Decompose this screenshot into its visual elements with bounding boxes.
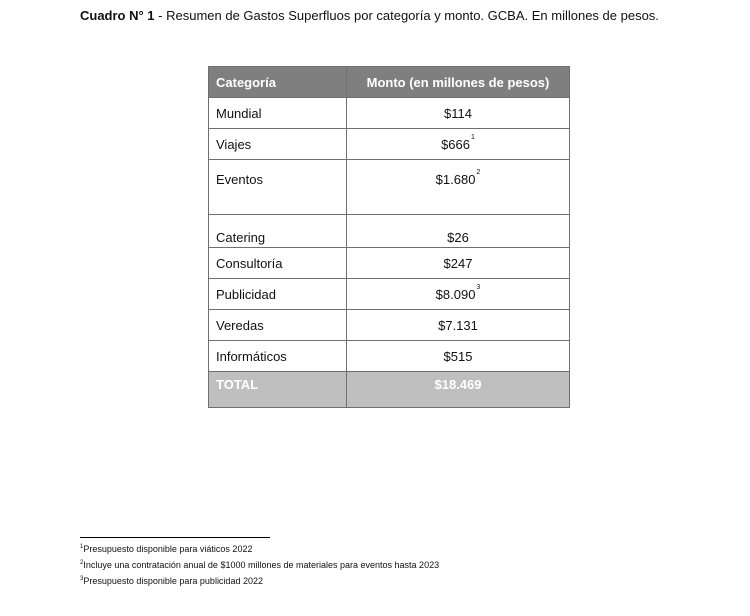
amount-value: $114 [444,105,472,121]
footnote-item [80,573,439,589]
amount-value: $1.680 [435,172,476,187]
footnote-text: Presupuesto disponible para viáticos 2022 [83,544,253,554]
row-category: Viajes [209,129,347,160]
row-amount [347,248,570,279]
footnote-number: 2 [80,560,84,566]
table-row [209,215,570,248]
amount-value: $26 [447,230,469,245]
total-label: TOTAL [209,372,347,408]
table-row [209,129,570,160]
total-amount: $18.469 [347,372,570,408]
row-category: Publicidad [209,279,347,310]
footnote-item [80,557,439,573]
row-category: Eventos [209,160,347,215]
footnote-number: 1 [80,544,84,550]
row-amount [347,341,570,372]
table-row [209,98,570,129]
amount-value: $515 [443,348,473,364]
row-category: Informáticos [209,341,347,372]
row-amount [347,129,570,160]
table-row [209,310,570,341]
header-amount: Monto (en millones de pesos) [347,67,570,98]
table-row [209,248,570,279]
footnote-text: Presupuesto disponible para publicidad 2022 [83,576,263,586]
table-row [209,160,570,215]
total-row [209,372,570,408]
expenses-table [208,66,570,408]
footnote-number: 3 [80,576,84,582]
row-category: Veredas [209,310,347,341]
row-amount [347,98,570,129]
amount-value: $7.131 [438,317,478,333]
table-header-row [209,67,570,98]
footnote-ref: 2 [476,169,481,176]
table-caption [80,4,690,27]
caption-text: - Resumen de Gastos Superfluos por categoría y monto. GCBA. En millones de pesos. [154,8,659,23]
footnote-ref: 1 [471,133,475,141]
amount-value: $666 [441,136,470,152]
row-amount [347,279,570,310]
footnote-separator [80,537,270,538]
footnote-item [80,541,439,557]
header-category: Categoría [209,67,347,98]
amount-value: $247 [443,255,473,271]
footnote-ref: 3 [476,283,481,291]
row-category: Consultoría [209,248,347,279]
amount-value: $8.090 [435,286,476,302]
row-amount [347,160,570,215]
row-amount [347,215,570,248]
caption-label: Cuadro N° 1 [80,8,155,23]
row-category: Mundial [209,98,347,129]
footnote-text: Incluye una contratación anual de $1000 millones de materiales para eventos hasta 2023 [83,560,440,570]
table-row [209,341,570,372]
table-row [209,279,570,310]
row-amount [347,310,570,341]
row-category: Catering [209,215,347,248]
footnotes [80,541,439,589]
